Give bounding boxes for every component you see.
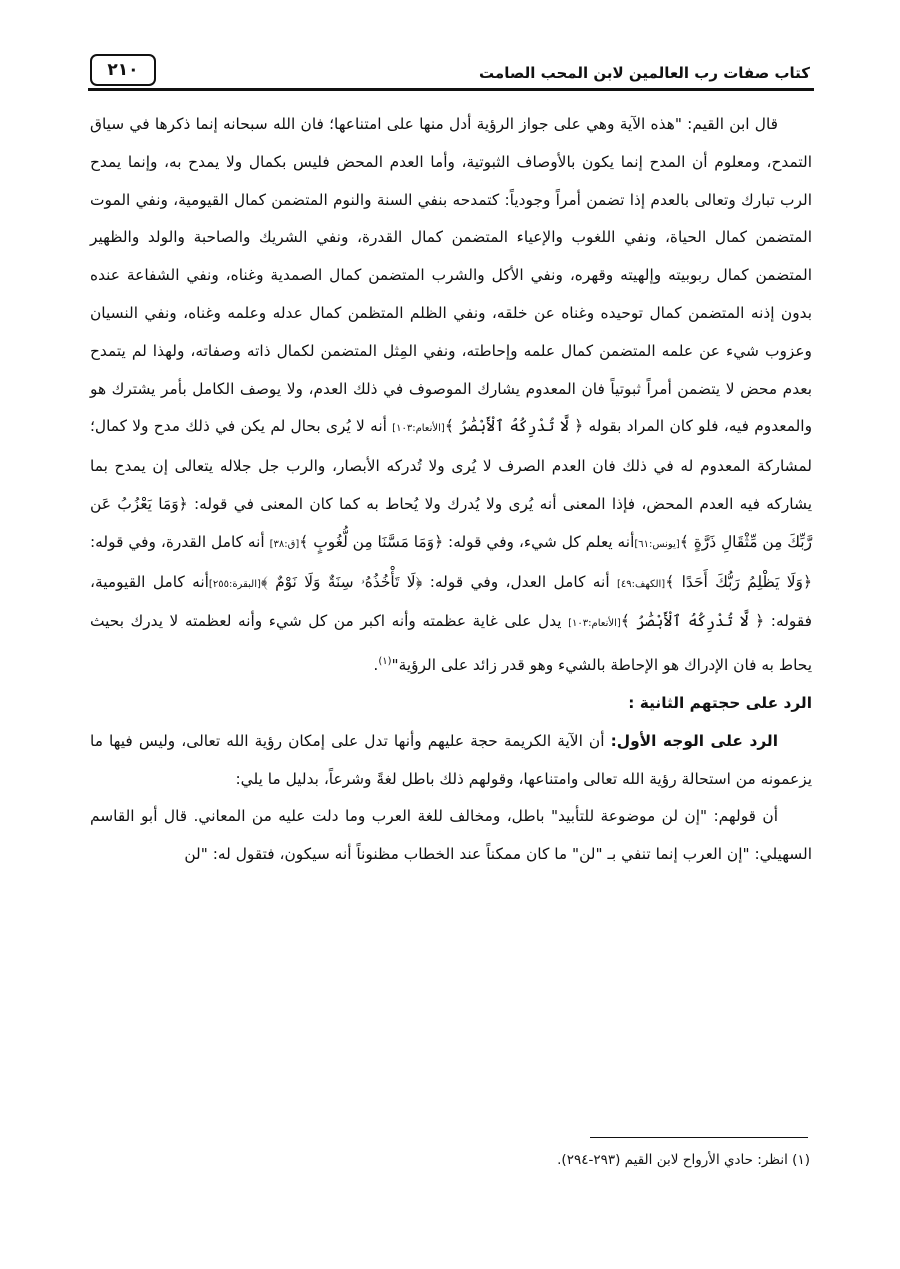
footnote: (١) انظر: حادي الأرواح لابن القيم (٢٩٣-٢٩٤).: [557, 1152, 810, 1168]
reply-text: أن الآية الكريمة حجة عليهم وأنها تدل على إمكان رؤية الله تعالى، وليس فيها ما يزعمونه من استحالة رؤية الله تعالى وامتناعها، وقولهم ذلك باطل لغةً وشرعاً، بدليل ما يلي:: [90, 731, 812, 788]
verse-ref-3: [ق:٣٨]: [269, 538, 300, 550]
paragraph-reply-first-aspect: [90, 723, 812, 799]
quote-text-6: أنه كامل القيومية، فقوله:: [90, 572, 812, 631]
page-body: [90, 106, 812, 874]
section-heading: الرد على حجتهم الثانية :: [628, 694, 812, 713]
paragraph-ibn-qayyim-quote: [90, 106, 812, 685]
quote-text-2: أنه لا يُرى بحال لم يكن في ذلك مدح ولا كمال؛ لمشاركة المعدوم له في ذلك فان العدم الصرف لا يُرى ولا تُدركه الأبصار، والرب جل جلاله يتعالى إن يمدح بما يشاركه فيه العدم المحض، فإذا المعنى أنه يُرى ولا يُدرك ولا يُحاط به كما كان المعنى في قوله:: [90, 417, 812, 513]
page-header: [88, 54, 814, 92]
quote-text-4: أنه كامل القدرة، وفي قوله:: [90, 532, 270, 551]
book-title: كتاب صفات رب العالمين لابن المحب الصامت: [479, 64, 810, 82]
quran-verse-6: ﴿ لَّا تُدْرِكُهُ ٱلْأَبْصَٰرُ ﴾: [620, 612, 765, 631]
paragraph-lan-argument: أن قولهم: "إن لن موضوعة للتأبيد" باطل، ومخالف للغة العرب وما دلت عليه من المعاني. قال أبو القاسم السهيلي: "إن العرب إنما تنفي بـ "لن" ما كان ممكناً عند الخطاب مظنوناً أنه سيكون، فتقول له: "لن: [90, 807, 812, 864]
reply-lead: الرد على الوجه الأول:: [610, 731, 778, 750]
quran-verse-4: ﴿وَلَا يَظْلِمُ رَبُّكَ أَحَدًا ﴾: [665, 572, 812, 591]
quran-verse-5: ﴿لَا تَأْخُذُهُۥ سِنَةٌ وَلَا نَوْمٌ ﴾: [260, 572, 423, 591]
quote-text-1: قال ابن القيم: "هذه الآية وهي على جواز الرؤية أدل منها على امتناعها؛ فان الله سبحانه إنما ذكرها في سياق التمدح، ومعلوم أن المدح إنما يكون بالأوصاف الثبوتية، وأما العدم المحض فليس بكمال ولا يمدح به، وإنما يمدح الرب تبارك وتعالى بالعدم إذا تضمن أمراً وجودياً: كتمدحه بنفي السنة والنوم المتضمن كمال القيومية، ونفي الموت المتضمن كمال الحياة، ونفي اللغوب والإعياء المتضمن كمال القدرة، ونفي الشريك والصاحبة والولد والظهير المتضمن كمال ربوبيته وإلهيته وقهره، ونفي الأكل والشرب المتضمن كمال الصمدية وغناه، ونفي الشفاعة عنده بدون إذنه المتضمن كمال توحيده وغناه عن خلقه، ونفي الظلم المتظمن كمال عدله وعلمه وغناه، ونفي النسيان وعزوب شيء عن علمه المتضمن كمال علمه وإحاطته، ونفي المِثل المتضمن لكمال ذاته وصفاته، ولهذا لم يتمدح بعدم محض لا يتضمن أمراً ثبوتياً فان المعدوم يشارك الموصوف في ذلك العدم، ولا يوصف الكامل بأمر يشترك هو والمعدوم فيه، فلو كان المراد بقوله: [90, 115, 812, 436]
quote-text-3: أنه يعلم كل شيء، وفي قوله:: [443, 532, 635, 551]
header-divider: [88, 88, 814, 91]
quote-text-5: أنه كامل العدل، وفي قوله:: [422, 572, 617, 591]
verse-ref-5: [البقرة:٢٥٥]: [208, 578, 261, 590]
quote-text-7: يدل على غاية عظمته وأنه اكبر من كل شيء وأنه لعظمته لا يدرك بحيث يحاط به فان الإدراك هو الإحاطة بالشيء وهو قدر زائد على الرؤية": [90, 612, 812, 675]
quran-verse-2: ﴿وَمَا يَعْزُبُ عَن رَّبِّكَ مِن مِّثْقَالِ ذَرَّةٍ ﴾: [90, 494, 812, 551]
quote-end: .: [373, 656, 379, 675]
verse-ref-6: [الأنعام:١٠٣]: [568, 618, 621, 630]
footnote-divider: [590, 1137, 808, 1138]
page-number: ٢١٠: [90, 54, 156, 86]
quran-verse-1: ﴿ لَّا تُدْرِكُهُ ٱلْأَبْصَٰرُ ﴾: [444, 417, 584, 436]
verse-ref-1: [الأنعام:١٠٣]: [392, 423, 445, 435]
quran-verse-3: ﴿وَمَا مَسَّنَا مِن لُّغُوبٍ ﴾: [299, 532, 444, 551]
footnote-marker: (١): [378, 656, 392, 668]
verse-ref-4: [الكهف:٤٩]: [616, 578, 666, 590]
verse-ref-2: [يونس:٦١]: [634, 538, 680, 550]
